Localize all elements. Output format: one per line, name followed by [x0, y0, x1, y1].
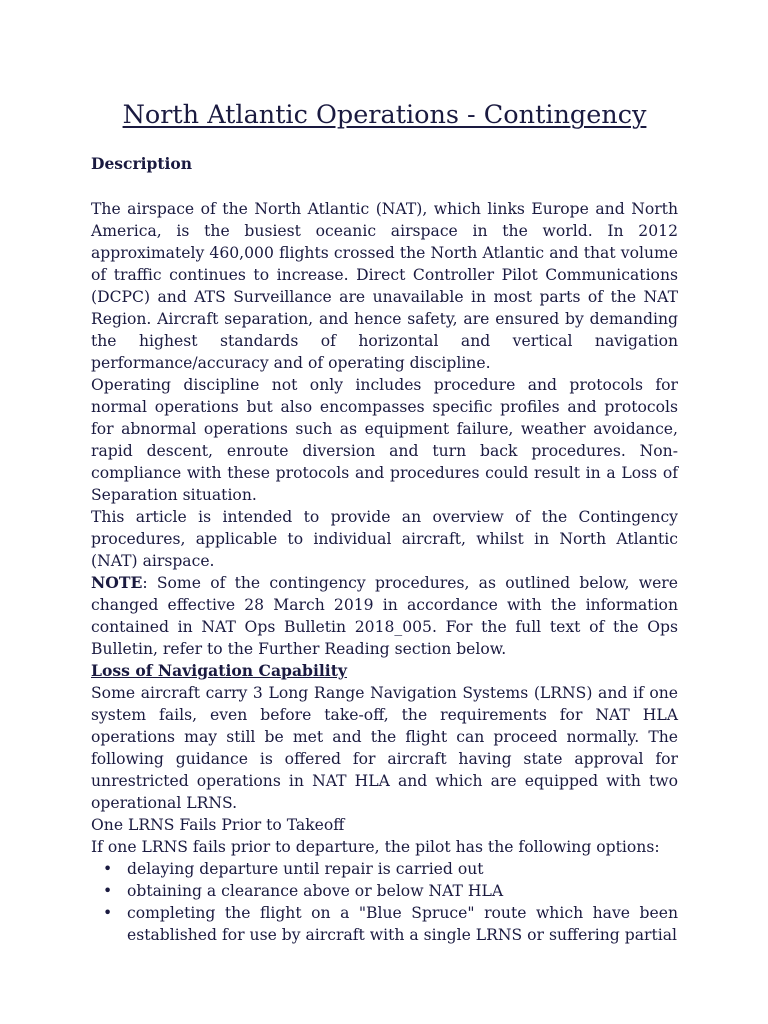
description-heading: Description — [91, 154, 193, 173]
list-item-text: delaying departure until repair is carried out — [127, 860, 484, 878]
note-text: : Some of the contingency procedures, as outlined below, were changed effective 28 March 2019 in accordance with the information contained in NAT Ops Bulletin 2018_005. For the full text of the Ops Bulletin, refer to the Further Reading section below. — [91, 574, 678, 658]
paragraph-article-purpose: This article is intended to provide an overview of the Contingency procedures, applicable to individual aircraft, whilst in North Atlantic (NAT) airspace. — [91, 508, 678, 570]
list-item-text: completing the flight on a "Blue Spruce" route which have been established for use by aircraft with a single LRNS or suffering partial — [127, 904, 678, 944]
options-list — [91, 858, 678, 946]
note-label: NOTE — [91, 573, 143, 592]
document-body — [91, 198, 678, 946]
page-title: North Atlantic Operations - Contingency — [122, 100, 647, 130]
paragraph-intro: The airspace of the North Atlantic (NAT), which links Europe and North America, is the busiest oceanic airspace in the world. In 2012 approximately 460,000 flights crossed the North Atlantic and that volume of traffic continues to increase. Direct Controller Pilot Communications (DCPC) and ATS Surveillance are unavailable in most parts of the NAT Region. Aircraft separation, and hence safety, are ensured by demanding the highest standards of horizontal and vertical navigation performance/accuracy and of operating discipline. — [91, 200, 678, 372]
section-heading-loss-of-navigation — [91, 660, 678, 682]
note-paragraph — [91, 572, 678, 660]
list-item — [103, 858, 678, 880]
list-item — [103, 902, 678, 946]
list-item-text: obtaining a clearance above or below NAT HLA — [127, 882, 504, 900]
paragraph-options-intro: If one LRNS fails prior to departure, the pilot has the following options: — [91, 838, 660, 856]
bullet-icon: • — [103, 882, 113, 900]
bullet-icon: • — [103, 860, 113, 878]
paragraph-operating-discipline: Operating discipline not only includes procedure and protocols for normal operations but also encompasses specific profiles and protocols for abnormal operations such as equipment failure, weather avoidance, rapid descent, enroute diversion and turn back procedures. Non-compliance with these protocols and procedures could result in a Loss of Separation situation. — [91, 376, 678, 504]
subheading-lrns-fails: One LRNS Fails Prior to Takeoff — [91, 816, 345, 834]
bullet-icon: • — [103, 904, 113, 922]
paragraph-lrns: Some aircraft carry 3 Long Range Navigation Systems (LRNS) and if one system fails, even before take-off, the requirements for NAT HLA operations may still be met and the flight can proceed normally. The following guidance is offered for aircraft having state approval for unrestricted operations in NAT HLA and which are equipped with two operational LRNS. — [91, 684, 678, 812]
list-item — [103, 880, 678, 902]
section-heading-text: Loss of Navigation Capability — [91, 661, 347, 680]
